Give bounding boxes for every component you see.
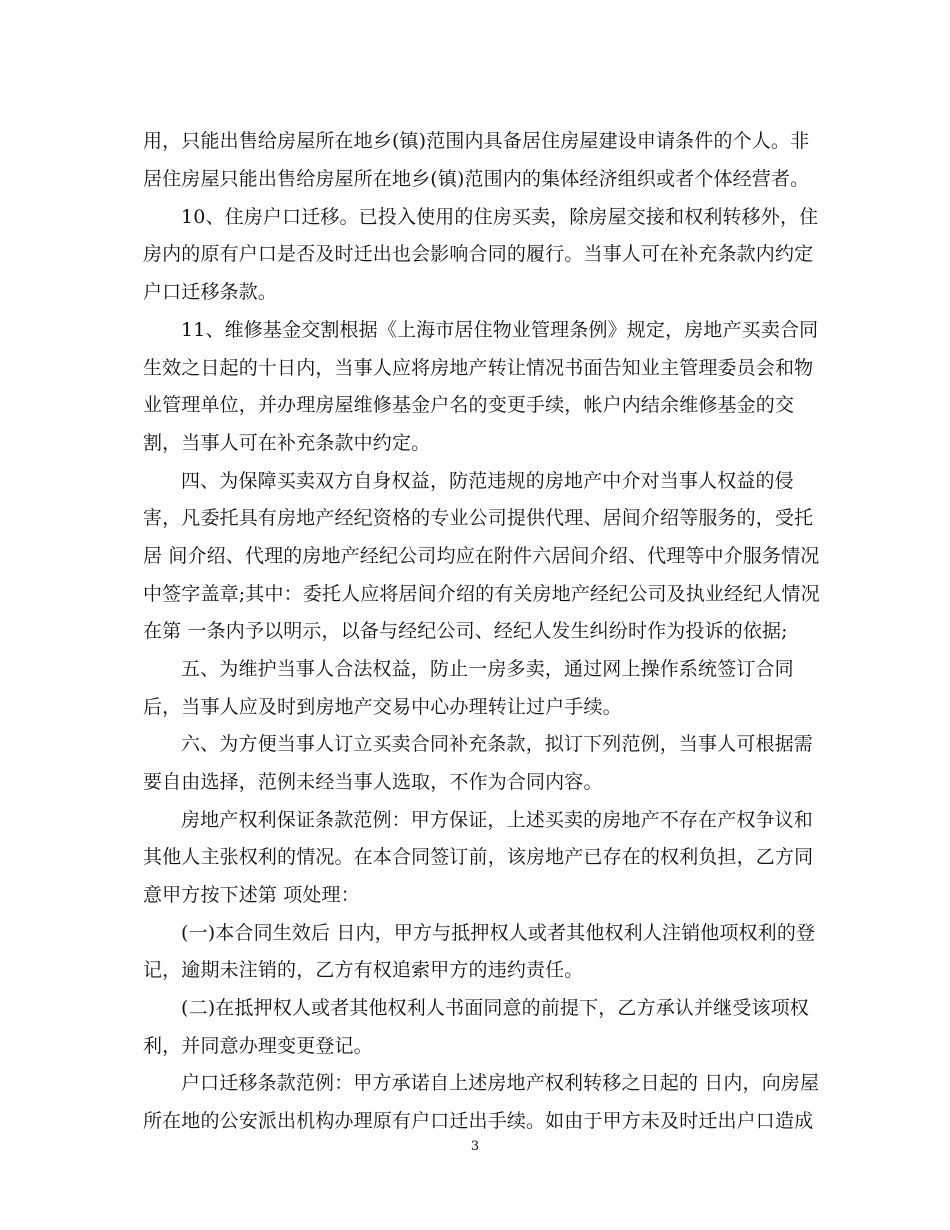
paragraph-start-line: 户口迁移条款范例：甲方承诺自上述房地产权利转移之日起的 日内，向房屋 bbox=[181, 1072, 820, 1094]
text-line: 用，只能出售给房屋所在地乡(镇)范围内具备居住房屋建设申请条件的个人。非 bbox=[143, 130, 810, 152]
text-line: 记，逾期未注销的，乙方有权追索甲方的违约责任。 bbox=[143, 959, 584, 981]
text-line: 利，并同意办理变更登记。 bbox=[143, 1035, 373, 1057]
paragraph-start-line: 五、为维护当事人合法权益，防止一房多卖，通过网上操作系统签订合同 bbox=[181, 658, 794, 680]
text-line: 中签字盖章;其中：委托人应将居间介绍的有关房地产经纪公司及执业经纪人情况 bbox=[143, 583, 820, 605]
paragraph-start-line: (二)在抵押权人或者其他权利人书面同意的前提下，乙方承认并继受该项权 bbox=[181, 997, 809, 1019]
text-line: 居住房屋只能出售给房屋所在地乡(镇)范围内的集体经济组织或者个体经营者。 bbox=[143, 168, 810, 190]
text-line: 业管理单位，并办理房屋维修基金户名的变更手续，帐户内结余维修基金的交 bbox=[143, 394, 795, 416]
paragraph-start-line: (一)本合同生效后 日内，甲方与抵押权人或者其他权利人注销他项权利的登 bbox=[181, 922, 816, 944]
paragraph-start-line: 10、住房户口迁移。已投入使用的住房买卖，除房屋交接和权利转移外，住 bbox=[181, 206, 819, 228]
text-line: 生效之日起的十日内，当事人应将房地产转让情况书面告知业主管理委员会和物 bbox=[143, 357, 814, 379]
text-line: 所在地的公安派出机构办理原有户口迁出手续。如由于甲方未及时迁出户口造成 bbox=[143, 1110, 814, 1132]
text-line: 割，当事人可在补充条款中约定。 bbox=[143, 432, 431, 454]
paragraph-start-line: 11、维修基金交割根据《上海市居住物业管理条例》规定，房地产买卖合同 bbox=[181, 319, 819, 341]
text-line: 意甲方按下述第 项处理： bbox=[143, 884, 360, 906]
text-line: 要自由选择，范例未经当事人选取，不作为合同内容。 bbox=[143, 771, 603, 793]
text-line: 房内的原有户口是否及时迁出也会影响合同的履行。当事人可在补充条款内约定 bbox=[143, 243, 814, 265]
paragraph-start-line: 六、为方便当事人订立买卖合同补充条款，拟订下列范例，当事人可根据需 bbox=[181, 733, 813, 755]
text-line: 害，凡委托具有房地产经纪资格的专业公司提供代理、居间介绍等服务的，受托 bbox=[143, 507, 814, 529]
paragraph-start-line: 四、为保障买卖双方自身权益，防范违规的房地产中介对当事人权益的侵 bbox=[181, 470, 794, 492]
text-line: 后，当事人应及时到房地产交易中心办理转让过户手续。 bbox=[143, 696, 622, 718]
text-line: 在第 一条内予以明示，以备与经纪公司、经纪人发生纠纷时作为投诉的依据; bbox=[143, 620, 788, 642]
text-line: 户口迁移条款。 bbox=[143, 281, 278, 303]
text-line: 其他人主张权利的情况。在本合同签订前，该房地产已存在的权利负担，乙方同 bbox=[143, 846, 814, 868]
page-number: 3 bbox=[470, 1139, 480, 1154]
paragraph-start-line: 房地产权利保证条款范例：甲方保证，上述买卖的房地产不存在产权争议和 bbox=[181, 809, 813, 831]
text-line: 居 间介绍、代理的房地产经纪公司均应在附件六居间介绍、代理等中介服务情况 bbox=[143, 545, 820, 567]
